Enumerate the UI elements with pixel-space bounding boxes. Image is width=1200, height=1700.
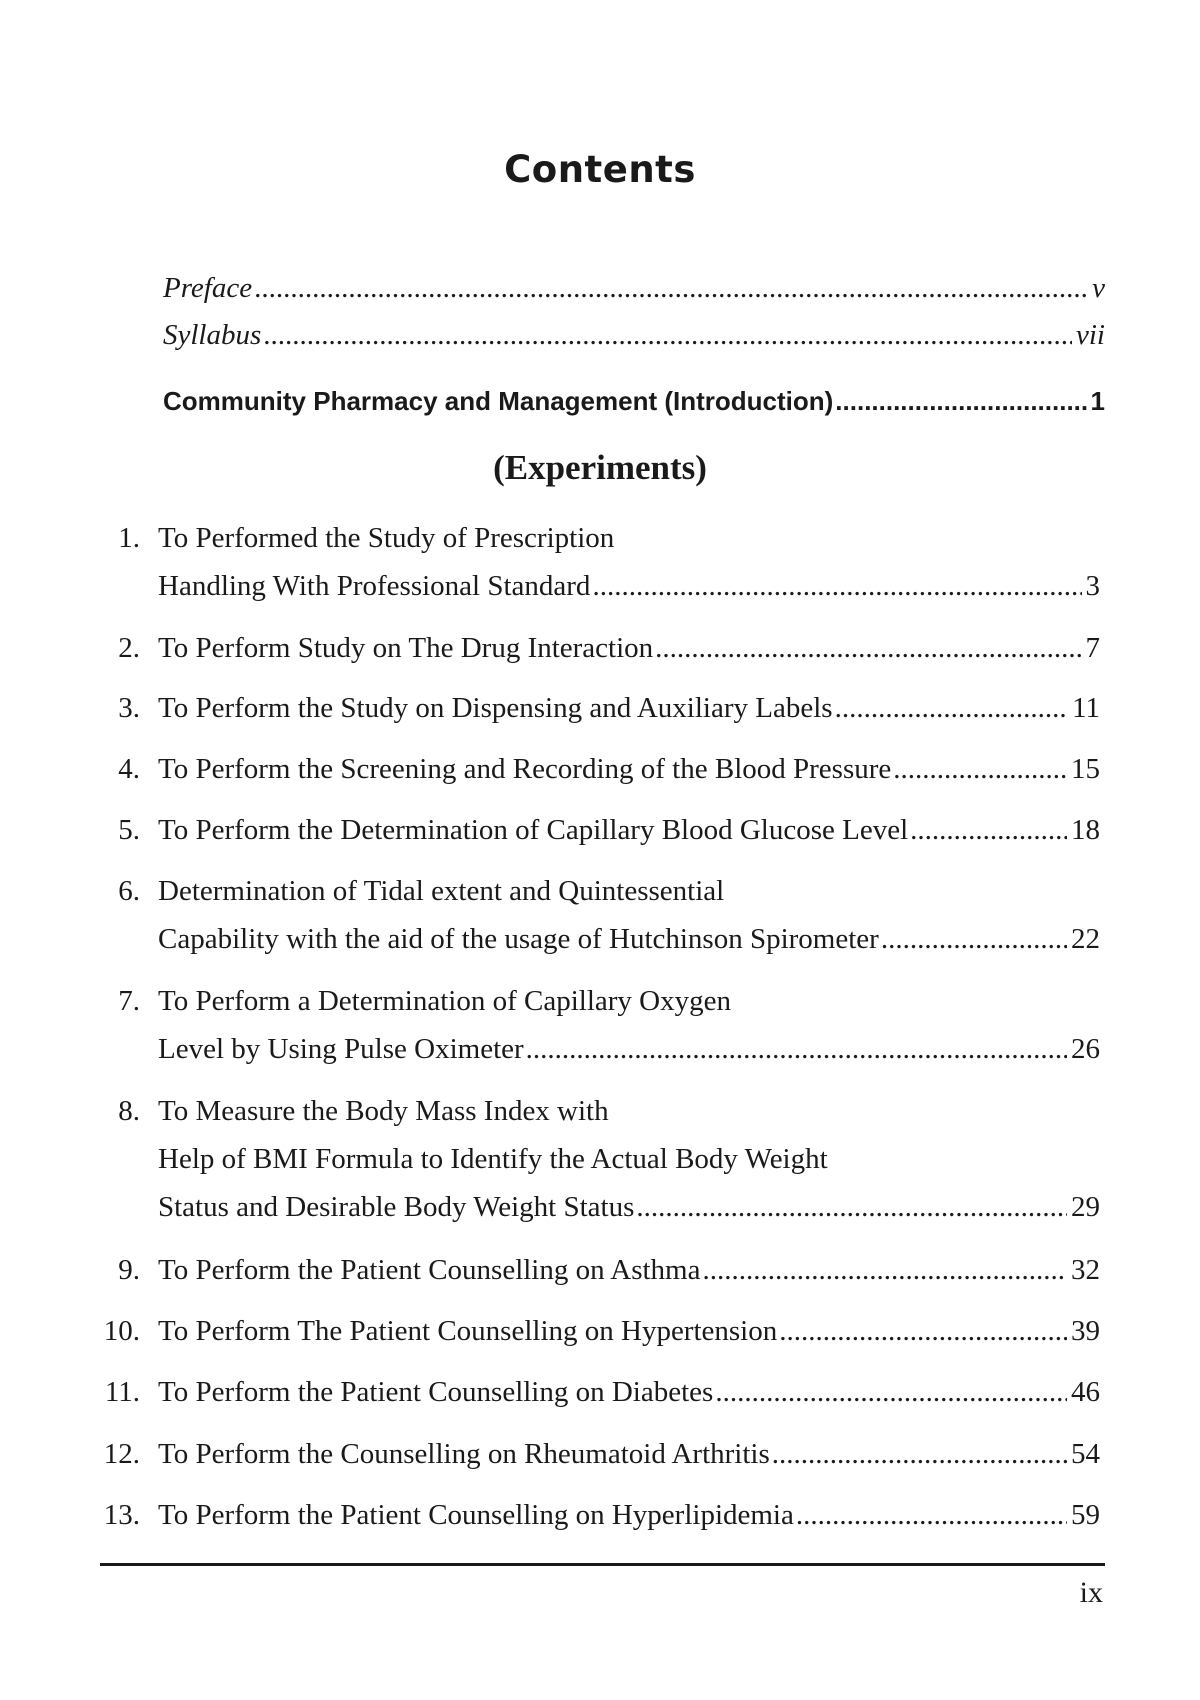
entry-title-line: To Perform The Patient Counselling on Hypertension (158, 1315, 778, 1347)
toc-page-number: 7 (1085, 632, 1100, 664)
toc-entry-experiment[interactable] (90, 1491, 1100, 1539)
toc-page-number: 11 (1072, 692, 1100, 724)
dot-leader (526, 1025, 1067, 1073)
toc-entry-syllabus[interactable] (163, 319, 1105, 352)
toc-entry-experiment[interactable] (90, 1430, 1100, 1478)
toc-entry-experiment[interactable] (90, 1246, 1100, 1294)
dot-leader (910, 806, 1067, 854)
entry-final-line (158, 1491, 1100, 1539)
entry-final-line (158, 1025, 1100, 1073)
entry-title-line: Handling With Professional Standard (158, 570, 591, 602)
entry-number: 4. (118, 753, 140, 785)
entry-title-line: To Perform the Determination of Capillary Blood Glucose Level (158, 814, 909, 846)
entry-number: 3. (118, 692, 140, 724)
toc-page-number: 59 (1071, 1499, 1100, 1531)
dot-leader (263, 319, 1072, 352)
entry-title-line: To Perform Study on The Drug Interaction (158, 632, 654, 664)
entry-title-line: To Perform the Patient Counselling on Diabetes (158, 1376, 714, 1408)
entry-final-line (158, 684, 1100, 732)
dot-leader (835, 684, 1069, 732)
entry-title-line: To Perform the Screening and Recording of the Blood Pressure (158, 753, 892, 785)
section-heading: (Experiments) (493, 448, 707, 487)
toc-entry-experiment[interactable] (90, 867, 1100, 963)
entry-title-line: To Perform the Counselling on Rheumatoid Arthritis (158, 1438, 770, 1470)
dot-leader (779, 1307, 1067, 1355)
toc-entry-experiment[interactable] (90, 684, 1100, 732)
entry-number: 8. (118, 1095, 140, 1127)
entry-final-line (158, 1246, 1100, 1294)
entry-number: 6. (118, 875, 140, 907)
page-folio: ix (1079, 1576, 1103, 1609)
toc-entry-label: Community Pharmacy and Management (Introduction) (163, 386, 834, 416)
entry-title-line: To Performed the Study of Prescription (158, 522, 615, 554)
entry-title-line: To Perform the Study on Dispensing and Auxiliary Labels (158, 692, 833, 724)
entry-title-line: Level by Using Pulse Oximeter (158, 1033, 524, 1065)
entry-title-line: Status and Desirable Body Weight Status (158, 1191, 635, 1223)
toc-page-number: 26 (1071, 1033, 1100, 1065)
toc-entry-experiment[interactable] (90, 977, 1100, 1073)
toc-page-number: 22 (1071, 923, 1100, 955)
page-title: Contents (504, 148, 696, 191)
dot-leader (772, 1430, 1067, 1478)
dot-leader (835, 386, 1086, 417)
toc-entry-experiment[interactable] (90, 514, 1100, 610)
entry-number: 9. (118, 1254, 140, 1286)
entry-number: 10. (103, 1315, 140, 1347)
toc-entry-experiment[interactable] (90, 745, 1100, 793)
toc-entry-experiment[interactable] (90, 624, 1100, 672)
entry-final-line (158, 562, 1100, 610)
entry-title-line: Determination of Tidal extent and Quintessential (158, 875, 725, 907)
toc-entry-experiment[interactable] (90, 1087, 1100, 1231)
dot-leader (636, 1183, 1067, 1231)
entry-title-line: Help of BMI Formula to Identify the Actual Body Weight (158, 1143, 828, 1175)
toc-entry-label: Syllabus (163, 319, 262, 351)
entry-final-line (158, 915, 1100, 963)
dot-leader (881, 915, 1067, 963)
toc-page-number: 3 (1085, 570, 1100, 602)
toc-entry-experiment[interactable] (90, 806, 1100, 854)
toc-page-number: 15 (1071, 753, 1100, 785)
entry-final-line (158, 1368, 1100, 1416)
toc-page-number: 46 (1071, 1376, 1100, 1408)
entry-number: 13. (103, 1499, 140, 1531)
entry-number: 2. (118, 632, 140, 664)
dot-leader (702, 1246, 1067, 1294)
entry-number: 11. (104, 1376, 140, 1408)
entry-final-line (158, 624, 1100, 672)
toc-entry-introduction[interactable] (163, 386, 1105, 417)
footer-rule (100, 1563, 1105, 1566)
entry-title-line: Capability with the aid of the usage of Hutchinson Spirometer (158, 923, 879, 955)
toc-page-number: 54 (1071, 1438, 1100, 1470)
toc-page-number: vii (1076, 319, 1105, 351)
entry-final-line (158, 1183, 1100, 1231)
dot-leader (592, 562, 1081, 610)
toc-page-number: 18 (1071, 814, 1100, 846)
toc-page-number: 39 (1071, 1315, 1100, 1347)
dot-leader (715, 1368, 1067, 1416)
entry-final-line (158, 745, 1100, 793)
toc-entry-experiment[interactable] (90, 1368, 1100, 1416)
entry-number: 12. (103, 1438, 140, 1470)
entry-number: 5. (118, 814, 140, 846)
toc-entry-label: Preface (163, 272, 253, 304)
toc-entry-experiment[interactable] (90, 1307, 1100, 1355)
toc-page-number: 32 (1071, 1254, 1100, 1286)
toc-page-number: 1 (1090, 386, 1105, 416)
entry-final-line (158, 1307, 1100, 1355)
entry-title-line: To Perform the Patient Counselling on Hyperlipidemia (158, 1499, 794, 1531)
entry-final-line (158, 806, 1100, 854)
entry-title-line: To Perform the Patient Counselling on Asthma (158, 1254, 701, 1286)
entry-number: 7. (118, 985, 140, 1017)
toc-page-number: 29 (1071, 1191, 1100, 1223)
dot-leader (796, 1491, 1067, 1539)
entry-number: 1. (118, 522, 140, 554)
entry-title-line: To Perform a Determination of Capillary Oxygen (158, 985, 731, 1017)
dot-leader (655, 624, 1081, 672)
entry-final-line (158, 1430, 1100, 1478)
entry-title-line: To Measure the Body Mass Index with (158, 1095, 609, 1127)
toc-entry-preface[interactable] (163, 272, 1105, 305)
dot-leader (254, 272, 1088, 305)
toc-page-number: v (1092, 272, 1105, 304)
dot-leader (893, 745, 1067, 793)
